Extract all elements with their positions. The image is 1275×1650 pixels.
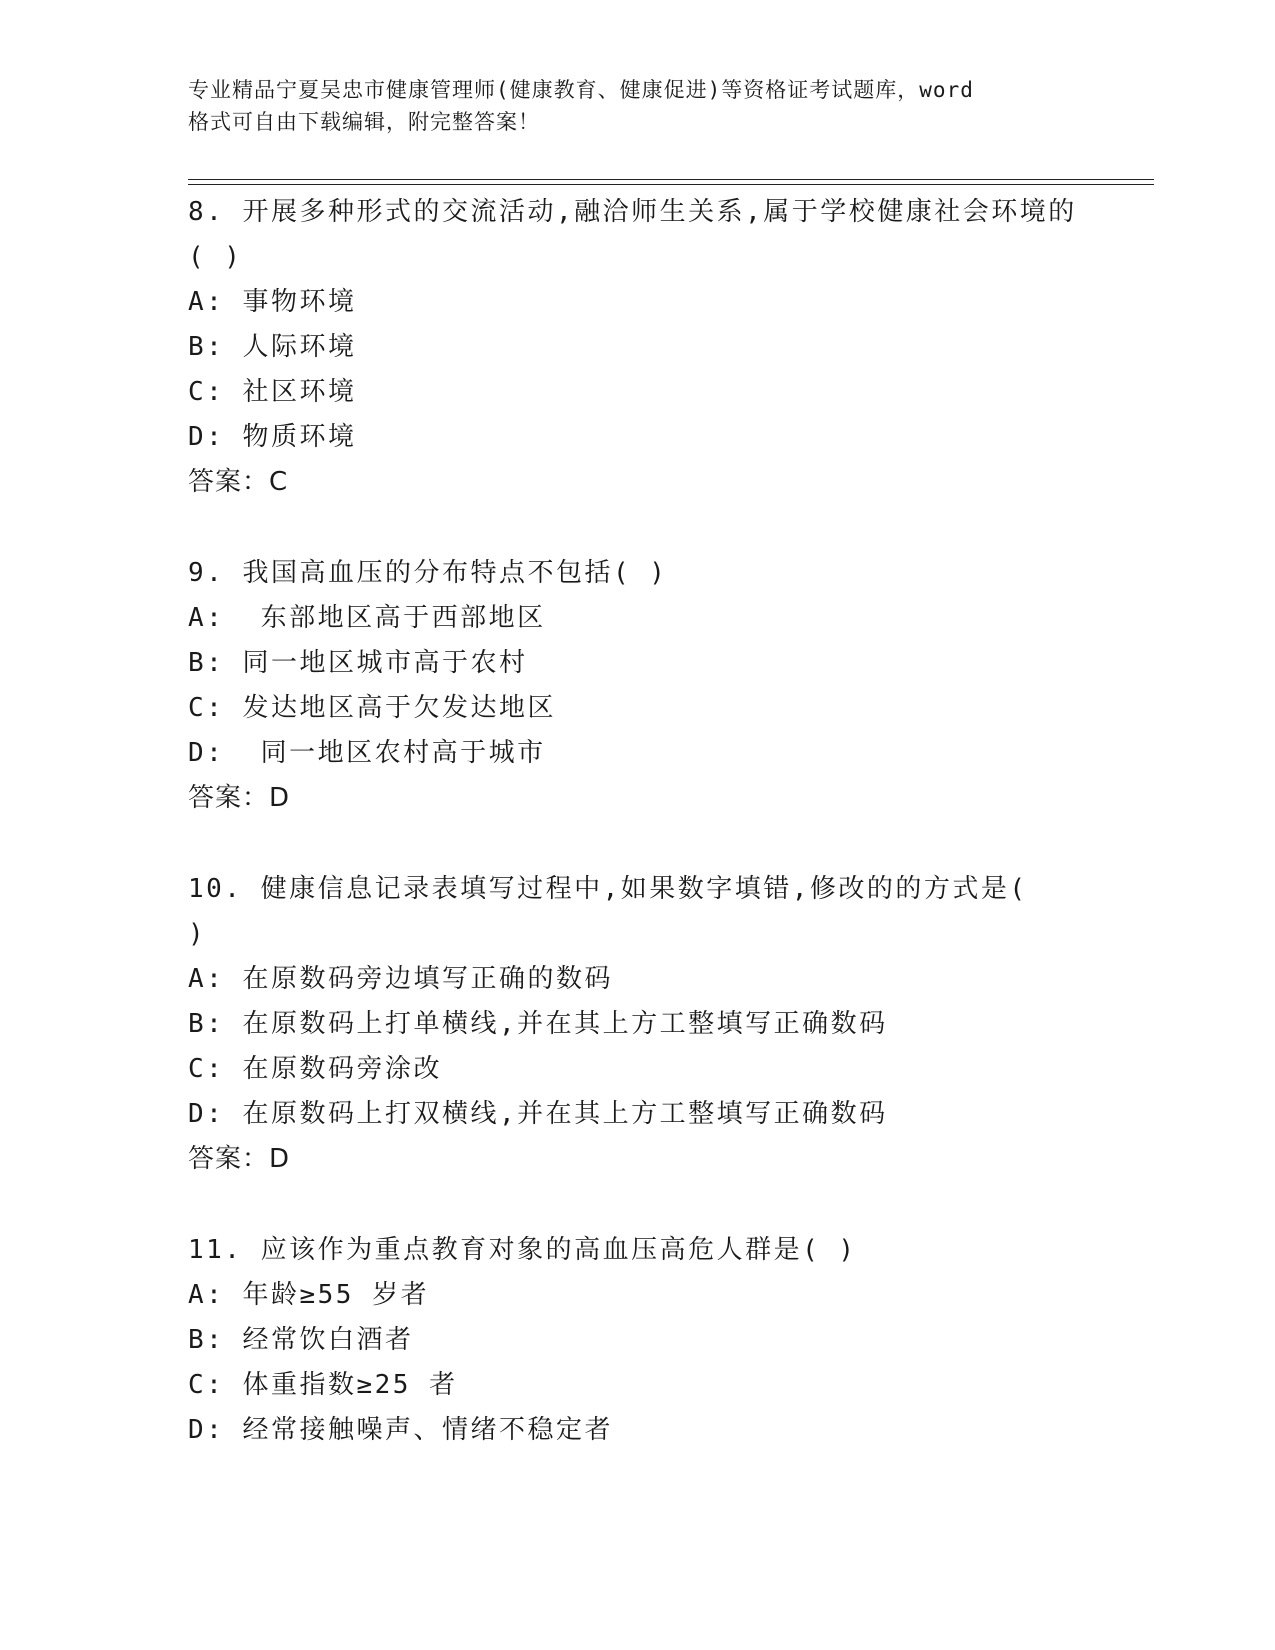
question-stem: 11. 应该作为重点教育对象的高血压高危人群是( )	[188, 1235, 857, 1265]
option-a: A: 事物环境	[188, 287, 357, 317]
question-8	[188, 190, 1128, 505]
option-d: D: 经常接触噪声、情绪不稳定者	[188, 1415, 613, 1445]
question-10	[188, 867, 1128, 1182]
option-b: B: 同一地区城市高于农村	[188, 648, 528, 678]
question-stem: 10. 健康信息记录表填写过程中,如果数字填错,修改的的方式是(	[188, 874, 1028, 904]
option-d: D: 同一地区农村高于城市	[188, 738, 546, 768]
question-stem: 8. 开展多种形式的交流活动,融洽师生关系,属于学校健康社会环境的	[188, 197, 1077, 227]
question-9	[188, 551, 1128, 821]
header-line-1: 专业精品宁夏吴忠市健康管理师(健康教育、健康促进)等资格证考试题库，word	[188, 78, 974, 102]
question-stem-continued: ( )	[188, 242, 243, 272]
option-c: C: 在原数码旁涂改	[188, 1054, 442, 1084]
question-list	[188, 190, 1128, 1499]
option-c: C: 发达地区高于欠发达地区	[188, 693, 556, 723]
option-a: A: 东部地区高于西部地区	[188, 603, 546, 633]
option-c: C: 体重指数≥25 者	[188, 1370, 458, 1400]
option-d: D: 物质环境	[188, 422, 357, 452]
document-header	[188, 74, 1068, 138]
header-line-2: 格式可自由下载编辑，附完整答案！	[188, 110, 540, 134]
header-divider-bottom	[188, 184, 1154, 185]
option-a: A: 年龄≥55 岁者	[188, 1280, 430, 1310]
question-stem: 9. 我国高血压的分布特点不包括( )	[188, 558, 668, 588]
option-c: C: 社区环境	[188, 377, 357, 407]
option-b: B: 经常饮白酒者	[188, 1325, 414, 1355]
option-a: A: 在原数码旁边填写正确的数码	[188, 964, 613, 994]
answer-line: 答案：D	[188, 1144, 291, 1174]
answer-line: 答案：C	[188, 467, 289, 497]
option-b: B: 在原数码上打单横线,并在其上方工整填写正确数码	[188, 1009, 888, 1039]
option-d: D: 在原数码上打双横线,并在其上方工整填写正确数码	[188, 1099, 888, 1129]
question-stem-continued: )	[188, 919, 207, 949]
answer-line: 答案：D	[188, 783, 291, 813]
header-divider-top	[188, 179, 1154, 180]
question-11	[188, 1228, 1128, 1453]
option-b: B: 人际环境	[188, 332, 357, 362]
